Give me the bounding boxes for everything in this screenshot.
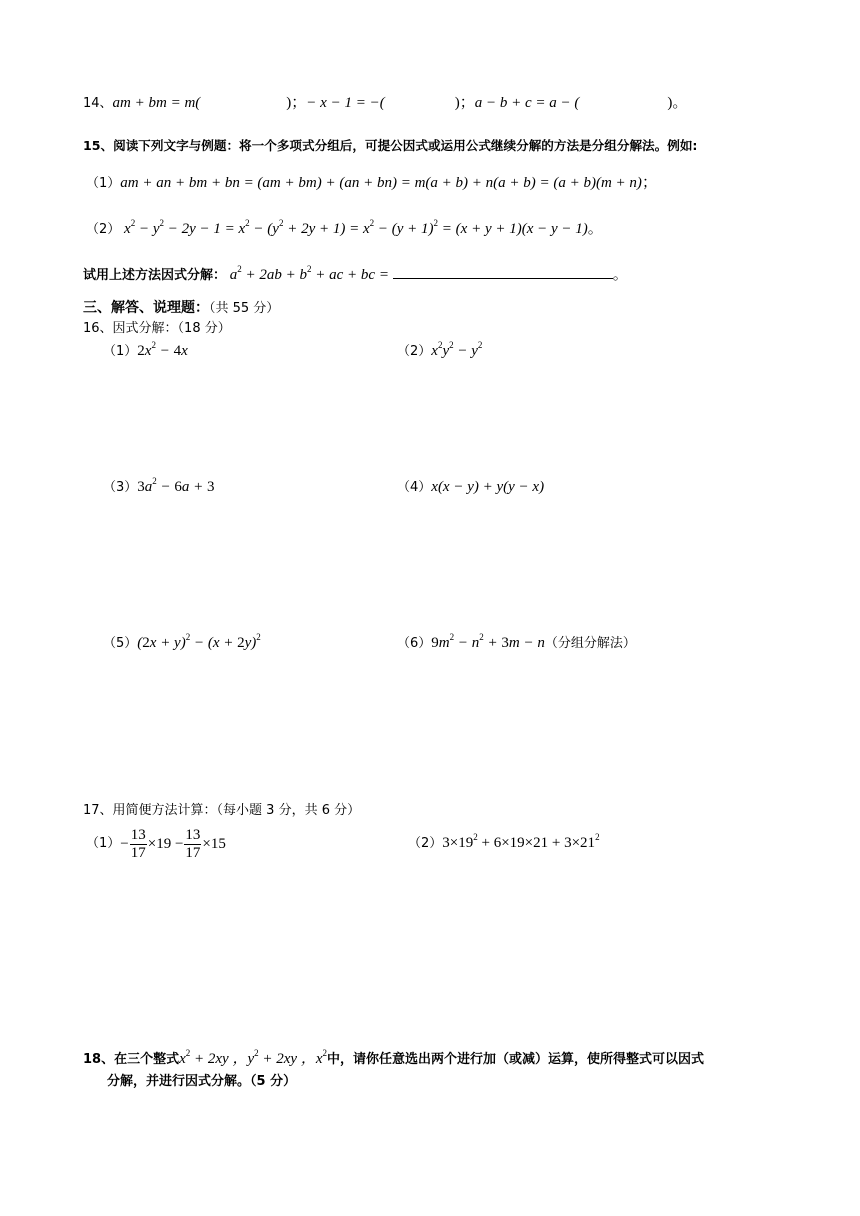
- q16-p1-formula: $2x^2 - 4x$: [137, 340, 188, 359]
- q16-p1-label: （1）: [103, 344, 138, 359]
- q16-p2-label: （2）: [397, 344, 432, 359]
- q16-p4-formula: x(x − y) + y(y − x): [431, 479, 545, 495]
- q15-example-1-tail: ；: [641, 175, 657, 191]
- q17-p2-label: （2）: [408, 836, 443, 851]
- q16-p6-formula: $9m^2 - n^2 + 3m - n$: [431, 632, 545, 651]
- q16-problem-4: [397, 478, 544, 497]
- q15-example-1: [86, 174, 657, 193]
- q15-try: [83, 266, 628, 285]
- q16-problem-2: [397, 342, 482, 361]
- q16-problem-5: [103, 634, 261, 653]
- q15-example-2-tail: 。: [587, 221, 603, 237]
- q15-answer-blank[interactable]: [393, 266, 613, 279]
- q14-expression-3: a − b + c = a − (: [474, 95, 580, 111]
- q14-number: 14、: [83, 96, 113, 111]
- q16-p5-formula: $(2x + y)^2 - (x + 2y)^2$: [137, 632, 261, 651]
- question-15-intro: 15、阅读下列文字与例题：将一个多项式分组后，可提公因式或运用公式继续分解的方法是分组分解法。例如:: [83, 138, 698, 153]
- q14-close-1: )；: [286, 95, 307, 111]
- q15-example-1-label: （1）: [86, 176, 121, 191]
- section-3-title: 三、解答、说理题：: [83, 300, 209, 316]
- q17-problem-2: [408, 834, 600, 853]
- q17-title: 17、用简便方法计算：（每小题 3 分，共 6 分）: [83, 803, 361, 818]
- q14-close-3: )。: [667, 95, 688, 111]
- q18-number: 18、: [83, 1052, 115, 1067]
- q17-p2-formula: $3\times 19^2 + 6\times 19\times 21 + 3\times 21^2$: [442, 832, 600, 851]
- q14-expression-1: am + bm = m(: [112, 95, 201, 111]
- q17-fraction-2: $\frac{13}{17}$: [185, 826, 201, 861]
- q16-p6-note: （分组分解法）: [544, 636, 636, 651]
- q17-problem-1: （1）− $\frac{13}{17}$ ×19 − $\frac{13}{17}$ ×15: [86, 826, 226, 861]
- q16-p5-label: （5）: [103, 636, 138, 651]
- section-3-points: （共 55 分）: [209, 301, 280, 316]
- q14-close-2: )；: [454, 95, 475, 111]
- q15-example-1-formula: am + an + bm + bn = (am + bm) + (an + bn) = m(a + b) + n(a + b) = (a + b)(m + n): [120, 175, 642, 191]
- q15-try-tail: 。: [612, 267, 628, 283]
- question-18-line-1: [83, 1050, 704, 1069]
- q15-example-2: [86, 220, 603, 239]
- q18-expressions: $x^2 + 2xy$ ，$y^2 + 2xy$ ，$x^2$: [179, 1048, 327, 1067]
- q14-expression-2: − x − 1 = −(: [306, 95, 385, 111]
- q16-title: 16、因式分解：（18 分）: [83, 321, 231, 336]
- q16-p2-formula: $x^2y^2 - y^2$: [431, 340, 483, 359]
- q17-fraction-1: $\frac{13}{17}$: [130, 826, 146, 861]
- q16-p3-formula: $3a^2 - 6a + 3$: [137, 476, 215, 495]
- q16-problem-1: [103, 342, 188, 361]
- question-14: [83, 94, 687, 113]
- q16-problem-3: [103, 478, 215, 497]
- q16-problem-6: [397, 634, 636, 653]
- q16-p6-label: （6）: [397, 636, 432, 651]
- question-18-line-2: 分解，并进行因式分解。（5 分）: [107, 1074, 297, 1089]
- q15-example-2-formula: $x^2 - y^2 - 2y - 1 = x^2 - (y^2 + 2y + 1) = x^2 - (y + 1)^2 = (x + y + 1)(x - y - 1)$: [120, 218, 588, 237]
- q16-p4-label: （4）: [397, 480, 432, 495]
- q15-example-2-label: （2）: [86, 222, 121, 237]
- q16-p3-label: （3）: [103, 480, 138, 495]
- q18-text-a: 在三个整式: [114, 1052, 180, 1067]
- section-3-heading: [83, 299, 279, 318]
- q17-p1-label: （1）: [86, 836, 121, 851]
- q18-text-b: 中，请你任意选出两个进行加（或减）运算，使所得整式可以因式: [327, 1052, 705, 1067]
- q15-try-formula: $a^2 + 2ab + b^2$ + ac + bc =: [226, 264, 393, 283]
- q15-try-label: 试用上述方法因式分解：: [83, 268, 227, 283]
